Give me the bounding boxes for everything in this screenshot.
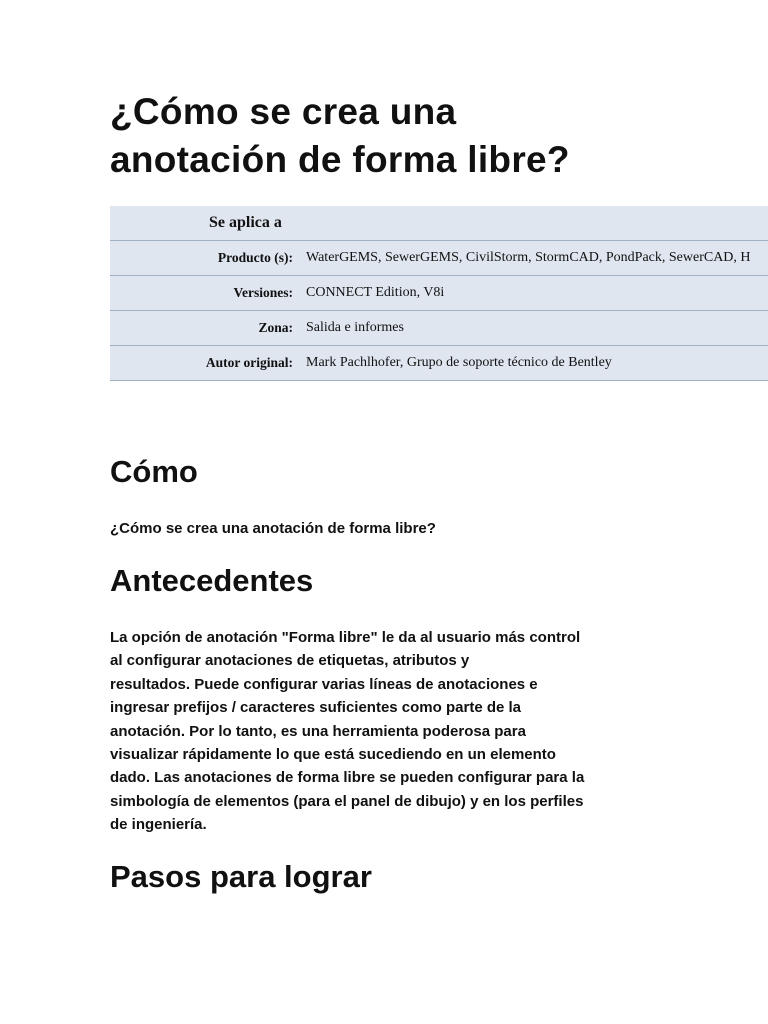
paragraph-line: dado. Las anotaciones de forma libre se pueden configurar para la xyxy=(110,769,585,787)
table-row xyxy=(110,276,768,311)
paragraph-line: visualizar rápidamente lo que está sucediendo en un elemento xyxy=(110,746,556,764)
versions-label: Versiones: xyxy=(110,276,306,311)
como-text: ¿Cómo se crea una anotación de forma libre? xyxy=(110,520,436,537)
antecedentes-heading: Antecedentes xyxy=(110,563,314,598)
applies-to-header: Se aplica a xyxy=(110,206,768,241)
table-row xyxy=(110,346,768,381)
zone-label: Zona: xyxy=(110,311,306,346)
author-label: Autor original: xyxy=(110,346,306,381)
page-title-line-2: anotación de forma libre? xyxy=(110,139,570,180)
zone-value: Salida e informes xyxy=(306,311,768,346)
paragraph-line: simbología de elementos (para el panel de dibujo) y en los perfiles xyxy=(110,792,584,810)
paragraph-line: anotación. Por lo tanto, es una herramienta poderosa para xyxy=(110,722,526,740)
products-label: Producto (s): xyxy=(110,241,306,276)
page-title xyxy=(110,88,730,184)
paragraph-line: de ingeniería. xyxy=(110,816,207,834)
antecedentes-paragraph xyxy=(110,626,584,837)
paragraph-line: La opción de anotación "Forma libre" le da al usuario más control xyxy=(110,629,581,646)
pasos-heading: Pasos para lograr xyxy=(110,859,372,894)
paragraph-line: ingresar prefijos / caracteres suficientes como parte de la xyxy=(110,699,522,717)
author-value: Mark Pachlhofer, Grupo de soporte técnico de Bentley xyxy=(306,346,768,381)
como-heading: Cómo xyxy=(110,454,198,489)
table-row xyxy=(110,311,768,346)
paragraph-line: al configurar anotaciones de etiquetas, atributos y xyxy=(110,652,470,670)
applies-to-header-row xyxy=(110,206,768,241)
applies-to-table xyxy=(110,206,768,381)
page-title-line-1: ¿Cómo se crea una xyxy=(110,91,457,132)
versions-value: CONNECT Edition, V8i xyxy=(306,276,768,311)
table-row xyxy=(110,241,768,276)
products-value: WaterGEMS, SewerGEMS, CivilStorm, StormCAD, PondPack, SewerCAD, H xyxy=(306,241,768,276)
paragraph-line: resultados. Puede configurar varias líneas de anotaciones e xyxy=(110,675,538,693)
